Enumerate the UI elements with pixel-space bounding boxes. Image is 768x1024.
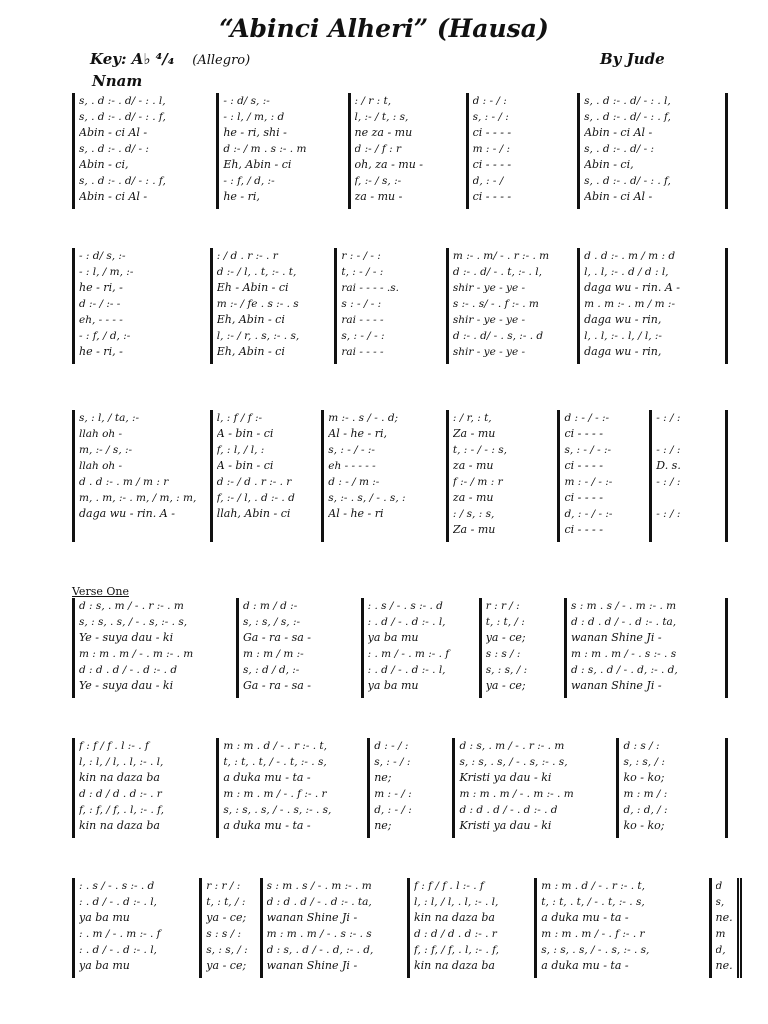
tempo-marking: (Allegro) bbox=[192, 53, 251, 68]
measure-line: d : s, . m / - . r :- . m bbox=[79, 600, 184, 612]
measure bbox=[210, 410, 322, 542]
measure-line: - : f, / d, :- bbox=[223, 175, 275, 187]
measure-line: ci - - - - bbox=[564, 427, 603, 440]
measure bbox=[236, 598, 361, 698]
measure-line: d : s, . m / - . r :- . m bbox=[459, 740, 565, 752]
measure-line: Eh - Abin - ci bbox=[216, 281, 289, 294]
measure-line: d : - / : bbox=[472, 95, 507, 107]
measure-line: s, :- . s, / - . s, : bbox=[328, 492, 406, 504]
measure-line: rai - - - - bbox=[341, 346, 384, 358]
measure-line: d :- / m . s :- . m bbox=[223, 143, 307, 155]
measure-line: d : d / d . d :- . r bbox=[79, 788, 162, 800]
measure-line: f : f / f . l :- . f bbox=[79, 740, 149, 752]
measure-line: ci - - - - bbox=[564, 523, 603, 536]
measure-line: Ye - suya dau - ki bbox=[79, 631, 174, 644]
measure-line: wanan Shine Ji - bbox=[571, 679, 662, 692]
measure bbox=[557, 410, 649, 542]
measure-line: Ga - ra - sa - bbox=[243, 631, 311, 644]
measure-line: s : m . s / - . m :- . m bbox=[571, 600, 677, 612]
measure-line: - : f, / d, :- bbox=[79, 330, 131, 342]
verse-label: Verse One bbox=[72, 585, 129, 598]
measure-line: f, :- / l, . d :- . d bbox=[216, 492, 295, 504]
measure-line: l, : f / f :- bbox=[216, 412, 263, 424]
measure-line: s, : - / : bbox=[374, 756, 411, 768]
measure-line: : . s / - . s :- . d bbox=[367, 600, 443, 612]
measure-line: Abin - ci, bbox=[79, 158, 129, 171]
measure-line: d : d . d / - . d :- . ta, bbox=[266, 896, 372, 908]
measure-line: ya ba mu bbox=[79, 911, 130, 924]
measure-line: s, . d :- . d/ - : . l, bbox=[584, 95, 671, 107]
measure-line: d, : d, / : bbox=[623, 804, 668, 816]
measure-line: : . d / - . d :- . l, bbox=[367, 664, 446, 676]
measure-line: llah, Abin - ci bbox=[216, 507, 291, 520]
measure-line: d, : - / bbox=[472, 175, 504, 187]
measure-line: - : d/ s, :- bbox=[79, 250, 126, 262]
song-title: “Abinci Alheri” (Hausa) bbox=[219, 14, 549, 43]
measure bbox=[709, 878, 743, 978]
composer-surname: Nnam bbox=[92, 72, 143, 90]
measure-line: d :- / l, . t, :- . t, bbox=[216, 266, 297, 278]
measure-line: he - ri, - bbox=[79, 281, 123, 294]
measure-line: ci - - - - bbox=[472, 126, 512, 139]
measure-line: m : m / m :- bbox=[243, 648, 304, 660]
measure-line: s, : s, / : bbox=[485, 664, 528, 676]
measure-line: t, : t, / : bbox=[485, 616, 525, 628]
measure-line: Abin - ci Al - bbox=[584, 190, 653, 203]
measure-line: m : m . m / - . s :- . s bbox=[266, 928, 372, 940]
measure-line: : / s, : s, bbox=[452, 508, 495, 520]
measure bbox=[616, 738, 728, 838]
measure bbox=[367, 738, 452, 838]
measure-line: ya - ce; bbox=[206, 911, 247, 924]
measure-line: za - mu bbox=[452, 459, 494, 472]
measure-line: r : r / : bbox=[485, 600, 520, 612]
measure-line: Za - mu bbox=[452, 427, 496, 440]
measure bbox=[72, 93, 216, 209]
measure-line: shir - ye - ye - bbox=[452, 314, 526, 326]
measure-line: Ga - ra - sa - bbox=[243, 679, 311, 692]
measure-line: Al - he - ri bbox=[328, 507, 384, 520]
measure-line: daga wu - rin. A - bbox=[584, 281, 681, 294]
measure-line: d : s / : bbox=[623, 740, 660, 752]
measure-line: he - ri, bbox=[223, 190, 260, 203]
measure-line: wanan Shine Ji - bbox=[266, 959, 358, 972]
measure-line: he - ri, - bbox=[79, 345, 123, 358]
measure-line: oh, za - mu - bbox=[354, 158, 424, 171]
measure-line: d . d :- . m / m : d bbox=[584, 250, 676, 262]
measure-line: a duka mu - ta - bbox=[223, 819, 311, 832]
measure bbox=[72, 598, 236, 698]
measure-line: s, bbox=[715, 896, 725, 908]
measure-line: daga wu - rin, bbox=[584, 345, 662, 358]
measure-line: d, : - / - :- bbox=[564, 508, 613, 520]
measure-line: d : d . d / - . d :- . d bbox=[459, 804, 558, 816]
measure-line: d : m / d :- bbox=[243, 600, 298, 612]
measure-line: Eh, Abin - ci bbox=[223, 158, 292, 171]
measure-line: l, . l, :- . d / d : l, bbox=[584, 266, 669, 278]
measure-line: m : - / : bbox=[472, 143, 511, 155]
measure-line: s, . d :- . d/ - : . f, bbox=[584, 111, 671, 123]
measure-line: - : / : bbox=[656, 476, 681, 488]
measure-line: s : s / : bbox=[485, 648, 521, 660]
measure-line: r : - / - : bbox=[341, 250, 381, 262]
measure bbox=[577, 248, 728, 364]
measure-line: llah oh - bbox=[79, 428, 123, 440]
measure-line: t, : - / - : s, bbox=[452, 444, 507, 456]
measure-line bbox=[656, 490, 725, 506]
measure-line: kin na daza ba bbox=[414, 911, 495, 924]
measure-line: A - bin - ci bbox=[216, 459, 274, 472]
measure-line: : . d / - . d :- . l, bbox=[79, 944, 157, 956]
measure bbox=[577, 93, 728, 209]
measure-line: m : m . d / - . r :- . t, bbox=[541, 880, 645, 892]
measure-line: f : f / f . l :- . f bbox=[414, 880, 484, 892]
measure-line: s, . d :- . d/ - : . f, bbox=[584, 175, 671, 187]
measure bbox=[72, 248, 210, 364]
measure-line: l, :- / t, : s, bbox=[354, 111, 409, 123]
measure-line: - : / : bbox=[656, 508, 681, 520]
measure-line: Abin - ci Al - bbox=[584, 126, 653, 139]
measure bbox=[348, 93, 466, 209]
measure-line: a duka mu - ta - bbox=[223, 771, 311, 784]
measure-line: s, : s, . s, / - . s, :- . s, bbox=[223, 804, 332, 816]
measure-line: ko - ko; bbox=[623, 771, 665, 784]
measure-line: d :- / :- - bbox=[79, 298, 121, 310]
measure-line: f :- / m : r bbox=[452, 476, 503, 488]
measure-line: s, : l, / ta, :- bbox=[79, 412, 140, 424]
score-system bbox=[72, 598, 728, 698]
measure-line: ci - - - - bbox=[564, 459, 603, 472]
measure-line: s, : s, . s, / - . s, :- . s, bbox=[79, 616, 188, 628]
measure-line: l, . l, :- . l, / l, :- bbox=[584, 330, 662, 342]
measure-line: m, :- / s, :- bbox=[79, 444, 133, 456]
measure-line: m : - / - :- bbox=[564, 476, 613, 488]
measure-line: wanan Shine Ji - bbox=[571, 631, 662, 644]
measure-line: : . m / - . m :- . f bbox=[367, 648, 450, 660]
measure-line: : . s / - . s :- . d bbox=[79, 880, 155, 892]
measure-line: Al - he - ri, bbox=[328, 427, 388, 440]
measure-line: d : d . d / - . d :- . ta, bbox=[571, 616, 677, 628]
measure-line: s : m . s / - . m :- . m bbox=[266, 880, 372, 892]
measure bbox=[479, 598, 564, 698]
measure-line: eh - - - - - bbox=[328, 460, 376, 472]
measure-line: : / d . r :- . r bbox=[216, 250, 278, 262]
measure-line: d : d . d / - . d :- . d bbox=[79, 664, 178, 676]
measure-line bbox=[656, 522, 725, 538]
measure-line: s : - / - : bbox=[341, 298, 382, 310]
measure-line: he - ri, shi - bbox=[223, 126, 287, 139]
measure-line: d : s, . d / - . d, :- . d, bbox=[571, 664, 678, 676]
measure-line: ya ba mu bbox=[367, 631, 419, 644]
score-system bbox=[72, 93, 728, 209]
measure-line: a duka mu - ta - bbox=[541, 911, 629, 924]
measure-line: t, : t, . t, / - . t, :- . s, bbox=[541, 896, 645, 908]
measure-line: f, : f, / f, . l, :- . f, bbox=[414, 944, 499, 956]
measure-line: m :- . m/ - . r :- . m bbox=[452, 250, 550, 262]
measure-line: Kristi ya dau - ki bbox=[459, 771, 552, 784]
measure-line: m, . m, :- . m, / m, : m, bbox=[79, 492, 197, 504]
composer-line: By Jude bbox=[600, 50, 665, 68]
measure-line: d : s, . d / - . d, :- . d, bbox=[266, 944, 374, 956]
measure-line: m :- . s / - . d; bbox=[328, 412, 399, 424]
measure-line: s, . d :- . d/ - : bbox=[79, 143, 149, 155]
measure-line: s, . d :- . d/ - : . f, bbox=[79, 111, 166, 123]
measure-line: - : l, / m, :- bbox=[79, 266, 134, 278]
measure-line: m : m . m / - . f :- . r bbox=[223, 788, 327, 800]
measure bbox=[446, 410, 558, 542]
measure bbox=[452, 738, 616, 838]
measure-line: d :- . d/ - . s, :- . d bbox=[452, 330, 544, 342]
measure-line: t, : - / - : bbox=[341, 266, 384, 278]
measure bbox=[216, 738, 367, 838]
measure-line: d :- / d . r :- . r bbox=[216, 476, 292, 488]
measure bbox=[361, 598, 479, 698]
measure-line: za - mu bbox=[452, 491, 494, 504]
measure-line: shir - ye - ye - bbox=[452, 282, 526, 294]
measure-line: ya ba mu bbox=[367, 679, 419, 692]
measure bbox=[446, 248, 577, 364]
measure-line: kin na daza ba bbox=[414, 959, 495, 972]
measure-line: l, :- / r, . s, :- . s, bbox=[216, 330, 300, 342]
measure-line: ci - - - - bbox=[472, 158, 512, 171]
measure-line: l, : l, / l, . l, :- . l, bbox=[79, 756, 164, 768]
measure-line: za - mu - bbox=[354, 190, 403, 203]
measure-line: d bbox=[715, 880, 723, 892]
measure-line: : . d / - . d :- . l, bbox=[79, 896, 157, 908]
measure-line: Za - mu bbox=[452, 523, 496, 536]
measure bbox=[72, 878, 199, 978]
measure-line: Abin - ci, bbox=[584, 158, 634, 171]
measure-line: kin na daza ba bbox=[79, 819, 160, 832]
measure-line: l, : l, / l, . l, :- . l, bbox=[414, 896, 499, 908]
measure-line: m : m . m / - . m :- . m bbox=[79, 648, 194, 660]
measure-line: m bbox=[715, 928, 726, 940]
score-system bbox=[72, 248, 728, 364]
measure-line: ya - ce; bbox=[485, 679, 526, 692]
measure-line: ne. bbox=[715, 911, 733, 924]
measure-line: kin na daza ba bbox=[79, 771, 160, 784]
measure-line: s, : - / - :- bbox=[564, 444, 612, 456]
measure-line: f, : l, / l, : bbox=[216, 444, 265, 456]
measure-line: m : m . d / - . r :- . t, bbox=[223, 740, 327, 752]
measure-line: eh, - - - - bbox=[79, 314, 123, 326]
measure-line: ne; bbox=[374, 819, 392, 832]
measure-line: s, : s, / s, :- bbox=[243, 616, 301, 628]
measure-line: d, bbox=[715, 944, 726, 956]
measure-line: ya - ce; bbox=[206, 959, 247, 972]
measure-line: m : - / : bbox=[374, 788, 412, 800]
measure-line: : / r : t, bbox=[354, 95, 392, 107]
measure bbox=[72, 410, 210, 542]
measure-line: Abin - ci Al - bbox=[79, 126, 148, 139]
measure-line: d :- . d/ - . t, :- . l, bbox=[452, 266, 542, 278]
measure-line: ya - ce; bbox=[485, 631, 526, 644]
measure-line: s, : - / : bbox=[472, 111, 509, 123]
measure-line: s, . d :- . d/ - : . f, bbox=[79, 175, 166, 187]
measure bbox=[649, 410, 728, 542]
measure-line: ya ba mu bbox=[79, 959, 130, 972]
measure-line: a duka mu - ta - bbox=[541, 959, 629, 972]
measure-line: s, . d :- . d/ - : . l, bbox=[79, 95, 166, 107]
measure-line: D. s. bbox=[656, 459, 681, 472]
measure-line: ne. bbox=[715, 959, 733, 972]
score-system bbox=[72, 738, 728, 838]
measure-line: s : s / : bbox=[206, 928, 242, 940]
measure-line: m . m :- . m / m :- bbox=[584, 298, 676, 310]
measure bbox=[534, 878, 708, 978]
measure bbox=[260, 878, 407, 978]
measure bbox=[334, 248, 446, 364]
measure bbox=[199, 878, 259, 978]
measure-line: d :- / f : r bbox=[354, 143, 401, 155]
measure-line: m : m . m / - . s :- . s bbox=[571, 648, 677, 660]
measure-line: ci - - - - bbox=[564, 491, 603, 504]
measure-line: d : - / m :- bbox=[328, 476, 380, 488]
measure-line: ne za - mu bbox=[354, 126, 413, 139]
measure-line: rai - - - - .s. bbox=[341, 282, 399, 294]
measure-line: s, . d :- . d/ - : bbox=[584, 143, 655, 155]
key-signature bbox=[90, 50, 250, 68]
measure-line: wanan Shine Ji - bbox=[266, 911, 358, 924]
measure-line: s, : - / - : bbox=[341, 330, 385, 342]
measure-line: Ye - suya dau - ki bbox=[79, 679, 174, 692]
key-label: Key: A♭ ⁴/₄ bbox=[90, 50, 175, 68]
measure-line: m : m . m / - . m :- . m bbox=[459, 788, 574, 800]
measure-line: daga wu - rin, bbox=[584, 313, 662, 326]
measure bbox=[564, 598, 728, 698]
measure-line: d : - / - :- bbox=[564, 412, 610, 424]
measure-line: Kristi ya dau - ki bbox=[459, 819, 552, 832]
measure bbox=[466, 93, 578, 209]
measure-line: s, : s, . s, / - . s, :- . s, bbox=[541, 944, 650, 956]
measure-line: ci - - - - bbox=[472, 190, 512, 203]
measure-line: shir - ye - ye - bbox=[452, 346, 526, 358]
measure-line: Abin - ci Al - bbox=[79, 190, 148, 203]
measure-line: s :- . s/ - . f :- . m bbox=[452, 298, 539, 310]
measure-line: m : m / : bbox=[623, 788, 668, 800]
measure-line: s, : s, / : bbox=[623, 756, 665, 768]
measure-line: d : d / d . d :- . r bbox=[414, 928, 497, 940]
measure-line: d . d :- . m / m : r bbox=[79, 476, 169, 488]
measure bbox=[210, 248, 335, 364]
measure-line: daga wu - rin. A - bbox=[79, 507, 175, 520]
score-system bbox=[72, 410, 728, 542]
measure bbox=[72, 738, 216, 838]
measure-line: llah oh - bbox=[79, 460, 123, 472]
measure-line: f, :- / s, :- bbox=[354, 175, 402, 187]
measure-line: - : / : bbox=[656, 444, 681, 456]
measure-line: m :- / fe . s :- . s bbox=[216, 298, 299, 310]
measure-line: : / r, : t, bbox=[452, 412, 492, 424]
measure bbox=[216, 93, 347, 209]
measure-line: ne; bbox=[374, 771, 392, 784]
measure-line: : . m / - . m :- . f bbox=[79, 928, 161, 940]
score-system bbox=[72, 878, 742, 978]
measure-line bbox=[656, 426, 725, 442]
measure-line: - : l, / m, : d bbox=[223, 111, 285, 123]
measure-line: t, : t, / : bbox=[206, 896, 246, 908]
measure-line: s, : s, / : bbox=[206, 944, 248, 956]
measure-line: Eh, Abin - ci bbox=[216, 313, 285, 326]
measure-line: r : r / : bbox=[206, 880, 241, 892]
measure-line: - : d/ s, :- bbox=[223, 95, 270, 107]
measure-line: - : / : bbox=[656, 412, 681, 424]
measure-line: t, : t, . t, / - . t, :- . s, bbox=[223, 756, 327, 768]
measure-line: ko - ko; bbox=[623, 819, 665, 832]
measure-line: s, : - / - :- bbox=[328, 444, 375, 456]
measure-line: A - bin - ci bbox=[216, 427, 274, 440]
measure bbox=[321, 410, 446, 542]
measure-line: m : m . m / - . f :- . r bbox=[541, 928, 645, 940]
measure-line: d : - / : bbox=[374, 740, 409, 752]
measure bbox=[407, 878, 534, 978]
measure-line: s, : d / d, :- bbox=[243, 664, 300, 676]
measure-line: rai - - - - bbox=[341, 314, 384, 326]
measure-line: d, : - / : bbox=[374, 804, 412, 816]
measure-line: s, : s, . s, / - . s, :- . s, bbox=[459, 756, 568, 768]
measure-line: : . d / - . d :- . l, bbox=[367, 616, 446, 628]
measure-line: Eh, Abin - ci bbox=[216, 345, 285, 358]
measure-line: f, : f, / f, . l, :- . f, bbox=[79, 804, 164, 816]
